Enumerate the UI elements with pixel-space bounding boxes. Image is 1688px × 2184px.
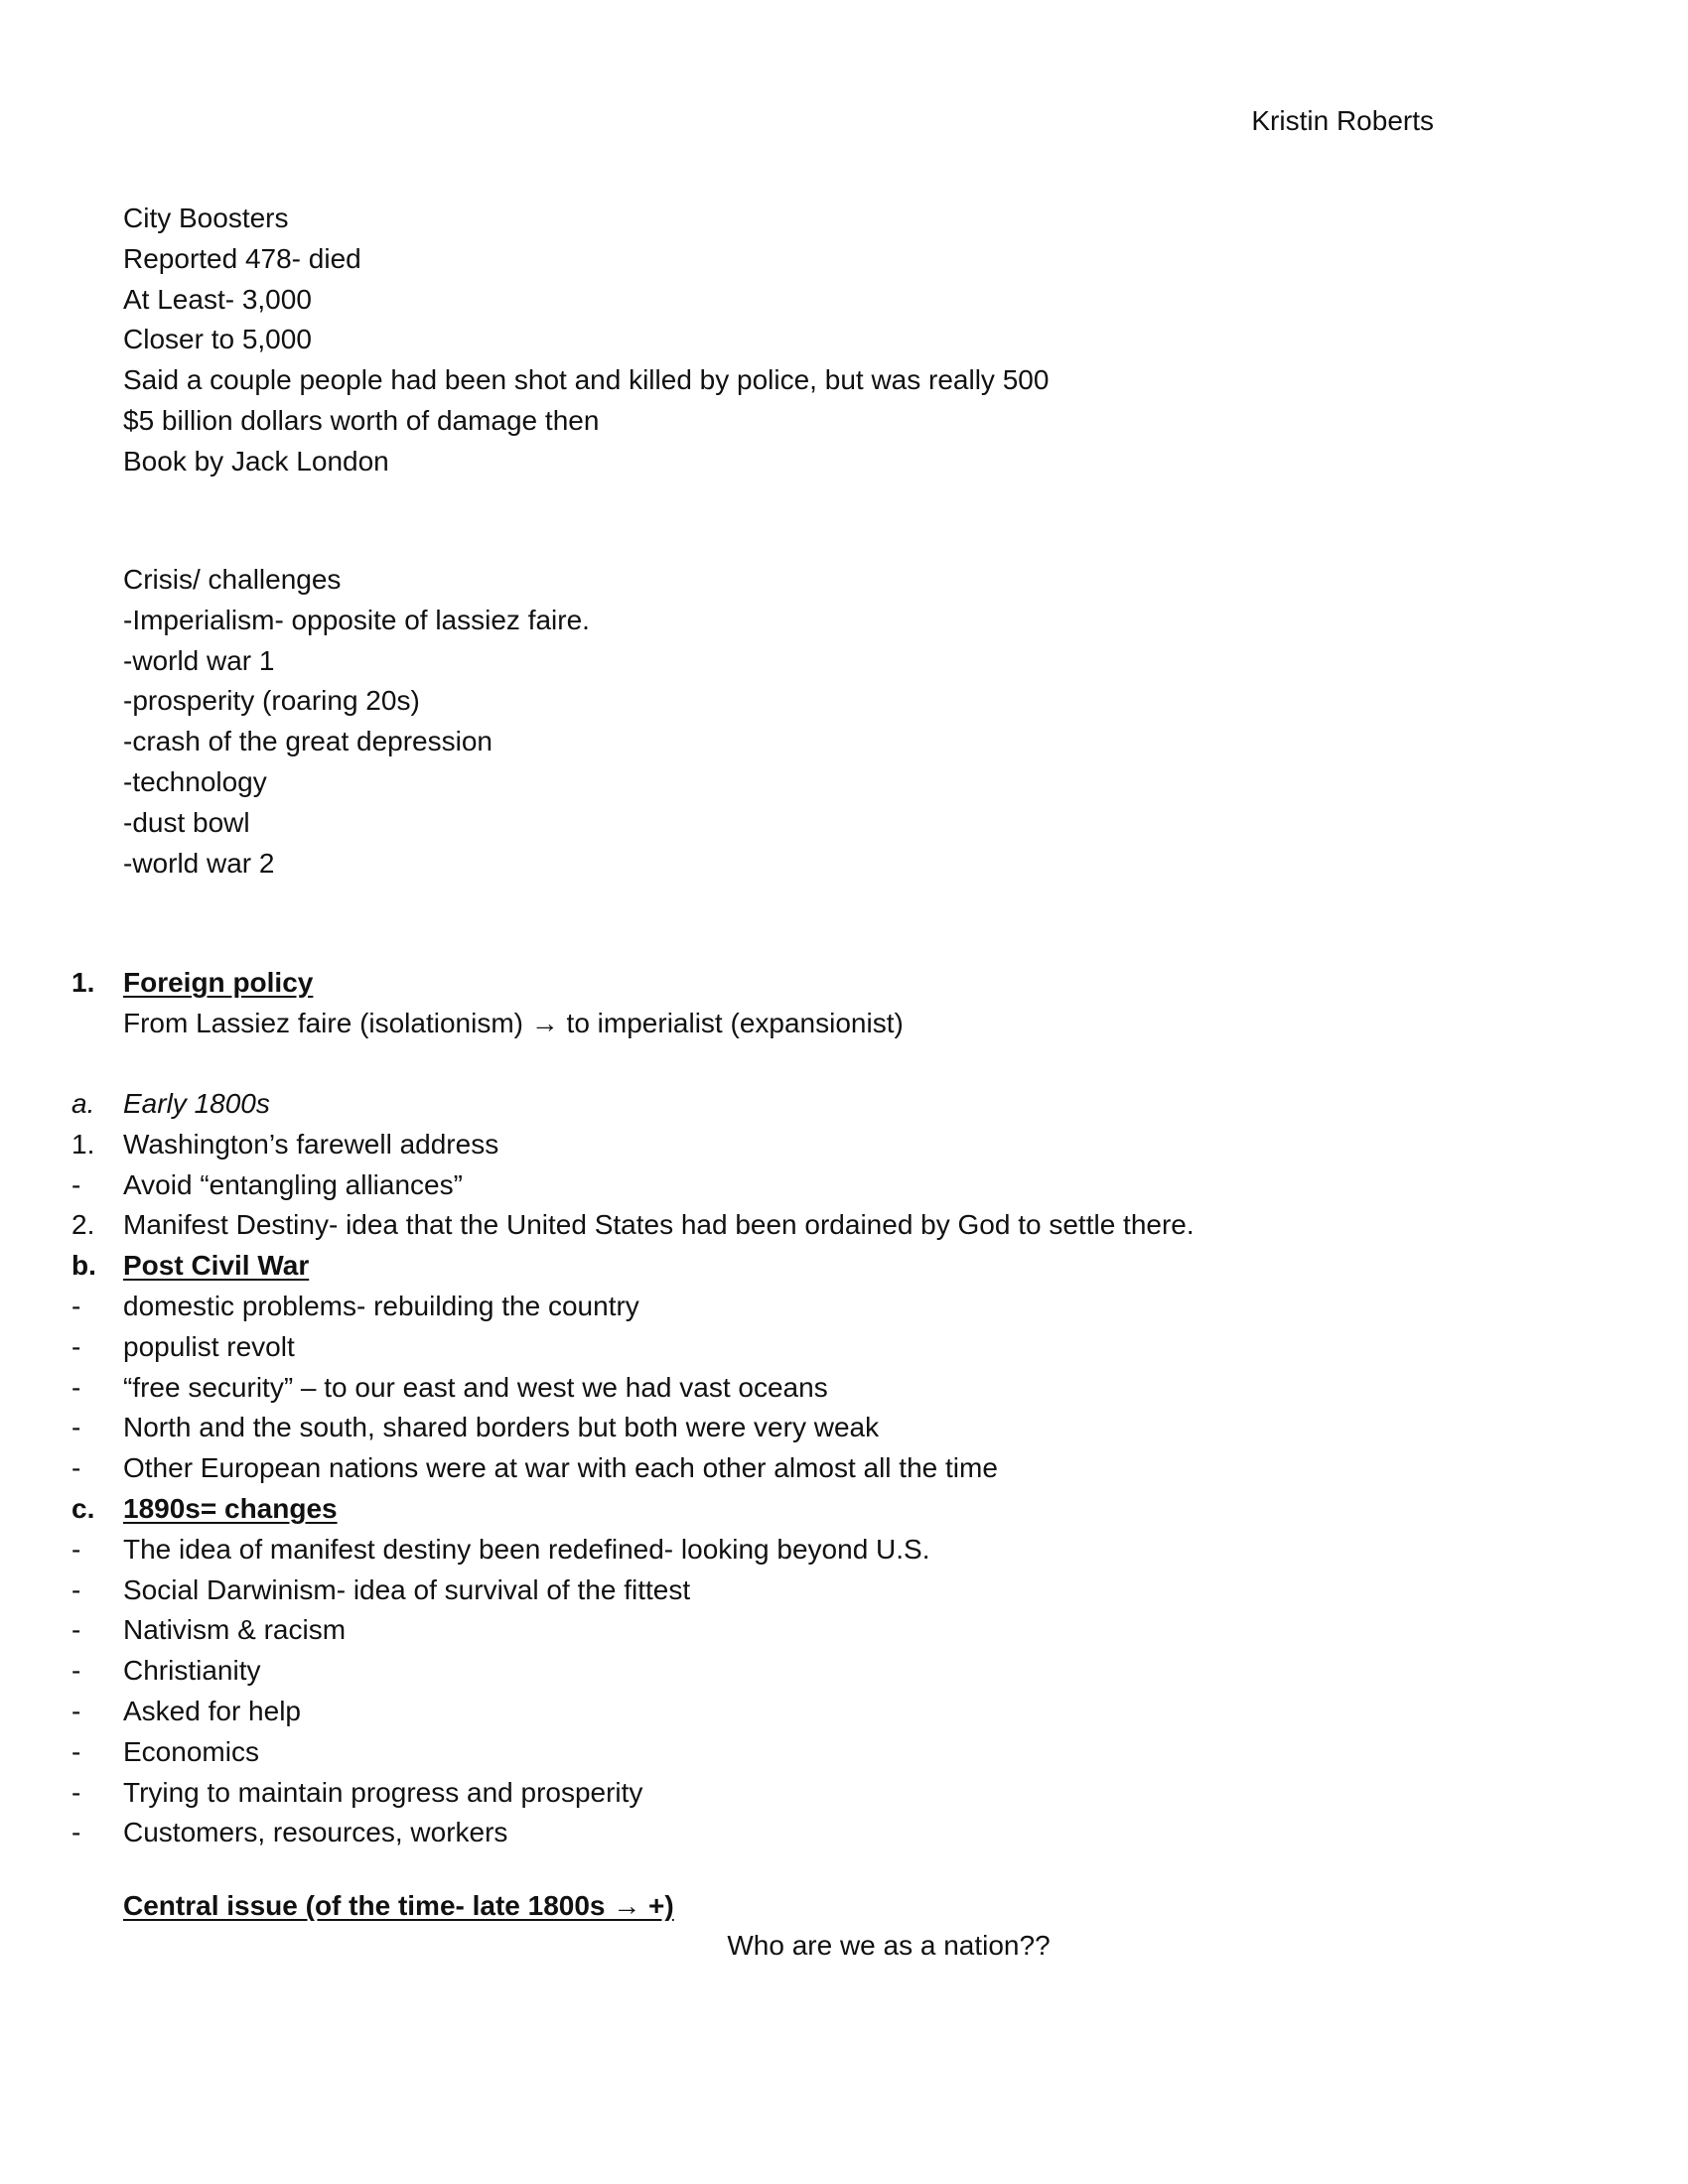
note-line: -world war 1 [123,644,275,676]
author-name: Kristin Roberts [1251,105,1434,136]
list-item [71,1327,1195,1368]
list-marker: - [71,1371,81,1403]
list-marker: - [71,1735,81,1767]
list-item-text: Social Darwinism- idea of survival of the fittest [123,1573,691,1605]
list-item [71,1773,1195,1814]
list-item [71,1165,1195,1206]
list-item [71,1368,1195,1409]
list-item [71,1408,1195,1448]
list-marker: - [71,1533,81,1565]
list-marker: - [71,1290,81,1321]
note-line: Reported 478- died [123,242,361,274]
list-item [71,1692,1195,1732]
list-item-text: Nativism & racism [123,1614,347,1646]
list-item [71,1205,1195,1246]
list-item [71,1651,1195,1692]
section-heading-row [71,963,904,1004]
list-marker: 2. [71,1209,95,1241]
list-item-text: Asked for help [123,1695,301,1726]
list-item [71,1610,1195,1651]
note-line: $5 billion dollars worth of damage then [123,404,600,436]
section-subtitle: From Lassiez faire (isolationism) → to imperialist (expansionist) [123,1007,904,1038]
list-item [71,1448,1195,1489]
list-item-text: Customers, resources, workers [123,1817,508,1848]
list-item-text: Christianity [123,1655,261,1687]
list-item-text: The idea of manifest destiny been redefined- looking beyond U.S. [123,1533,930,1565]
list-item-text: Manifest Destiny- idea that the United States had been ordained by God to settle there. [123,1209,1195,1241]
list-marker: - [71,1452,81,1484]
list-marker: - [71,1573,81,1605]
list-marker: 1. [71,1128,95,1160]
note-line: Closer to 5,000 [123,324,312,355]
section-early-1800s [71,1084,1195,1853]
central-issue-heading: Central issue (of the time- late 1800s → +) [123,1890,674,1921]
list-marker: - [71,1776,81,1808]
central-issue-question: Who are we as a nation?? [727,1930,1051,1961]
list-item [71,1287,1195,1327]
list-marker: c. [71,1492,95,1524]
list-marker: - [71,1330,81,1362]
note-line: At Least- 3,000 [123,283,312,315]
list-marker: a. [71,1088,95,1119]
list-marker: - [71,1168,81,1200]
section-heading: Foreign policy [123,967,314,998]
list-marker: - [71,1695,81,1726]
list-item [71,1570,1195,1611]
note-line: -technology [123,765,267,797]
list-item-text: Washington’s farewell address [123,1128,499,1160]
note-line: Crisis/ challenges [123,564,342,595]
list-item [71,1813,1195,1853]
note-line: -world war 2 [123,847,275,879]
list-item-text: North and the south, shared borders but both were very weak [123,1412,880,1443]
note-line: -prosperity (roaring 20s) [123,685,420,717]
list-marker: - [71,1655,81,1687]
note-line: -Imperialism- opposite of lassiez faire. [123,604,590,635]
list-item [71,1125,1195,1165]
list-item-text: Other European nations were at war with each other almost all the time [123,1452,998,1484]
note-line: Book by Jack London [123,445,389,477]
list-marker: - [71,1412,81,1443]
list-item-text: “free security” – to our east and west we had vast oceans [123,1371,828,1403]
notes-block-crisis [123,560,590,884]
central-issue-section [123,1886,674,1927]
subsection-heading-row [71,1084,1195,1125]
section-foreign-policy [71,963,904,1044]
subsection-heading: Post Civil War [123,1250,310,1282]
subsection-heading-row [71,1246,1195,1287]
list-marker: - [71,1817,81,1848]
list-item [71,1732,1195,1773]
note-line: City Boosters [123,203,289,233]
list-item-text: Economics [123,1735,259,1767]
list-marker: 1. [71,967,95,998]
subsection-heading: Early 1800s [123,1088,270,1119]
list-item-text: domestic problems- rebuilding the country [123,1290,639,1321]
list-marker: b. [71,1250,96,1282]
subsection-heading-row [71,1489,1195,1530]
subsection-heading: 1890s= changes [123,1492,338,1524]
note-line: Said a couple people had been shot and killed by police, but was really 500 [123,364,1050,396]
list-marker: - [71,1614,81,1646]
list-item-text: Trying to maintain progress and prosperity [123,1776,643,1808]
note-line: -dust bowl [123,806,250,838]
list-item-text: populist revolt [123,1330,295,1362]
list-item [71,1530,1195,1570]
notes-block-boosters [123,199,1049,482]
note-line: -crash of the great depression [123,726,492,757]
list-item-text: Avoid “entangling alliances” [123,1168,463,1200]
